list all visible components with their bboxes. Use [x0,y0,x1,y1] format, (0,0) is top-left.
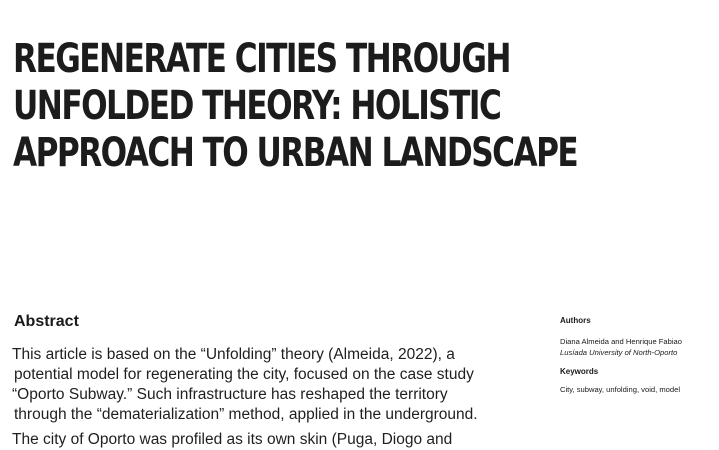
paper-title [13,36,578,177]
abstract-heading: Abstract [14,313,79,330]
abstract-line: potential model for regenerating the city, focused on the case study [14,366,474,383]
authors-label: Authors [560,316,591,325]
abstract-line-clipped: The city of Oporto was profiled as its own skin (Puga, Diogo and [12,431,453,448]
title-line: REGENERATE CITIES THROUGH [13,36,510,82]
keywords-list: City, subway, unfolding, void, model [560,385,681,394]
keywords-label: Keywords [560,367,599,376]
abstract-body [12,345,552,448]
abstract-line: through the “dematerialization” method, applied in the underground. [14,406,478,423]
author-affiliation: Lusíada University of North-Oporto [560,348,678,357]
article-metadata [560,316,715,395]
title-line: UNFOLDED THEORY: HOLISTIC [13,83,501,129]
abstract-line: This article is based on the “Unfolding” theory (Almeida, 2022), a [12,346,455,363]
title-line: APPROACH TO URBAN LANDSCAPE [13,130,578,176]
author-names: Diana Almeida and Henrique Fabiao [560,337,683,346]
abstract-line: “Oporto Subway.” Such infrastructure has reshaped the territory [12,386,448,403]
